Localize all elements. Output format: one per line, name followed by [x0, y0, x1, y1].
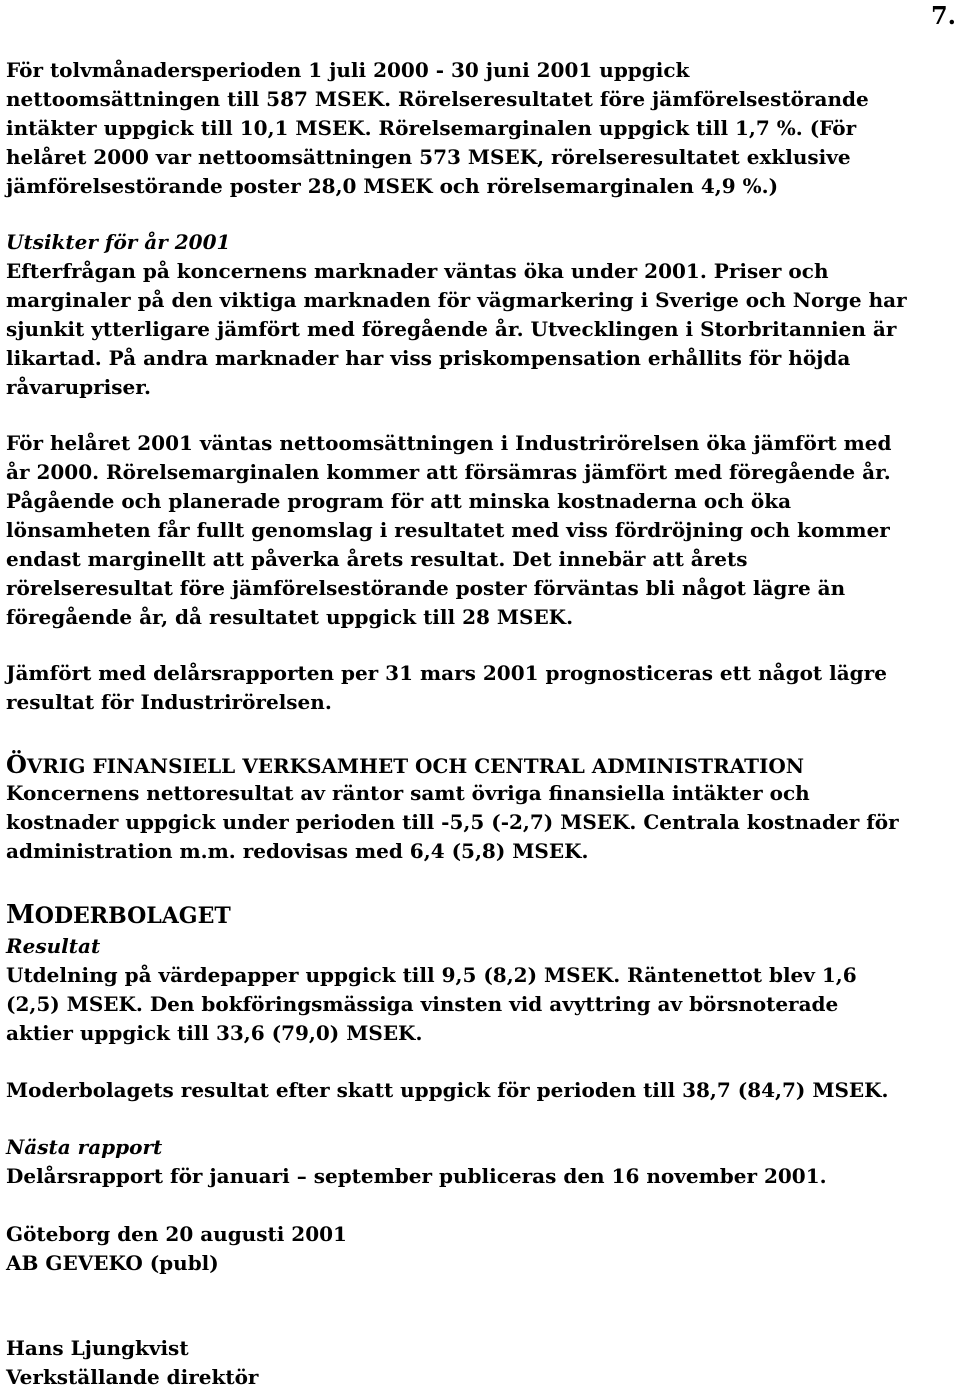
signatory-name: Hans Ljungkvist [6, 1336, 189, 1360]
signature-person-block [6, 1334, 954, 1392]
outlook-paragraph-2 [6, 429, 954, 632]
text-line: (2,5) MSEK. Den bokföringsmässiga vinsten vid avyttring av börsnoterade [6, 992, 839, 1016]
text-line: kostnader uppgick under perioden till -5,5 (-2,7) MSEK. Centrala kostnader för [6, 810, 899, 834]
parent-result-paragraph [6, 1076, 954, 1105]
text-line: För helåret 2001 väntas nettoomsättningen i Industrirörelsen öka jämfört med [6, 431, 892, 455]
place-date: Göteborg den 20 augusti 2001 [6, 1222, 347, 1246]
section-title: Nästa rapport [6, 1135, 163, 1159]
section-subtitle: Resultat [6, 934, 101, 958]
text-line: För tolvmånadersperioden 1 juli 2000 - 30 juni 2001 uppgick [6, 58, 690, 82]
heading-initial: Ö [6, 750, 27, 779]
text-line: resultat för Industrirörelsen. [6, 690, 332, 714]
text-line: föregående år, då resultatet uppgick till 28 MSEK. [6, 605, 574, 629]
text-line: Utdelning på värdepapper uppgick till 9,5 (8,2) MSEK. Räntenettot blev 1,6 [6, 963, 857, 987]
text-line: endast marginellt att påverka årets resultat. Det innebär att årets [6, 547, 748, 571]
other-finance-section [6, 750, 954, 866]
text-line: råvarupriser. [6, 375, 151, 399]
page-number: 7. [930, 1, 956, 30]
text-line: nettoomsättningen till 587 MSEK. Rörelseresultatet före jämförelsestörande [6, 87, 869, 111]
next-report-section [6, 1133, 954, 1191]
signatory-role: Verkställande direktör [6, 1365, 259, 1389]
intro-paragraph [6, 56, 954, 201]
outlook-paragraph-3 [6, 659, 954, 717]
section-title: Utsikter för år 2001 [6, 230, 231, 254]
text-line: år 2000. Rörelsemarginalen kommer att försämras jämfört med föregående år. [6, 460, 891, 484]
text-line: intäkter uppgick till 10,1 MSEK. Rörelsemarginalen uppgick till 1,7 %. (För [6, 116, 857, 140]
text-line: marginaler på den viktiga marknaden för vägmarkering i Sverige och Norge har [6, 288, 907, 312]
section-heading [6, 750, 954, 779]
section-heading [6, 900, 954, 932]
text-line: Delårsrapport för januari – september publiceras den 16 november 2001. [6, 1164, 827, 1188]
heading-text: ODERBOLAGET [34, 903, 231, 929]
heading-initial: M [6, 900, 35, 930]
text-line: helåret 2000 var nettoomsättningen 573 MSEK, rörelseresultatet exklusive [6, 145, 851, 169]
text-line: likartad. På andra marknader har viss priskompensation erhållits för höjda [6, 346, 851, 370]
text-line: administration m.m. redovisas med 6,4 (5,8) MSEK. [6, 839, 589, 863]
text-line: sjunkit ytterligare jämfört med föregående år. Utvecklingen i Storbritannien är [6, 317, 897, 341]
heading-text: VRIG FINANSIELL VERKSAMHET OCH CENTRAL ADMINISTRATION [26, 754, 805, 778]
text-line: rörelseresultat före jämförelsestörande poster förväntas bli något lägre än [6, 576, 846, 600]
text-line: Jämfört med delårsrapporten per 31 mars 2001 prognosticeras ett något lägre [6, 661, 887, 685]
outlook-section [6, 228, 954, 402]
text-line: aktier uppgick till 33,6 (79,0) MSEK. [6, 1021, 423, 1045]
text-line: Pågående och planerade program för att minska kostnaderna och öka [6, 489, 792, 513]
text-line: Moderbolagets resultat efter skatt uppgick för perioden till 38,7 (84,7) MSEK. [6, 1078, 889, 1102]
signature-place-block [6, 1220, 954, 1278]
company-name: AB GEVEKO (publ) [6, 1251, 219, 1275]
text-line: Koncernens nettoresultat av räntor samt övriga finansiella intäkter och [6, 781, 810, 805]
text-line: lönsamheten får fullt genomslag i resultatet med viss fördröjning och kommer [6, 518, 890, 542]
parent-company-section [6, 900, 954, 1048]
text-line: jämförelsestörande poster 28,0 MSEK och rörelsemarginalen 4,9 %.) [6, 174, 779, 198]
text-line: Efterfrågan på koncernens marknader väntas öka under 2001. Priser och [6, 259, 829, 283]
